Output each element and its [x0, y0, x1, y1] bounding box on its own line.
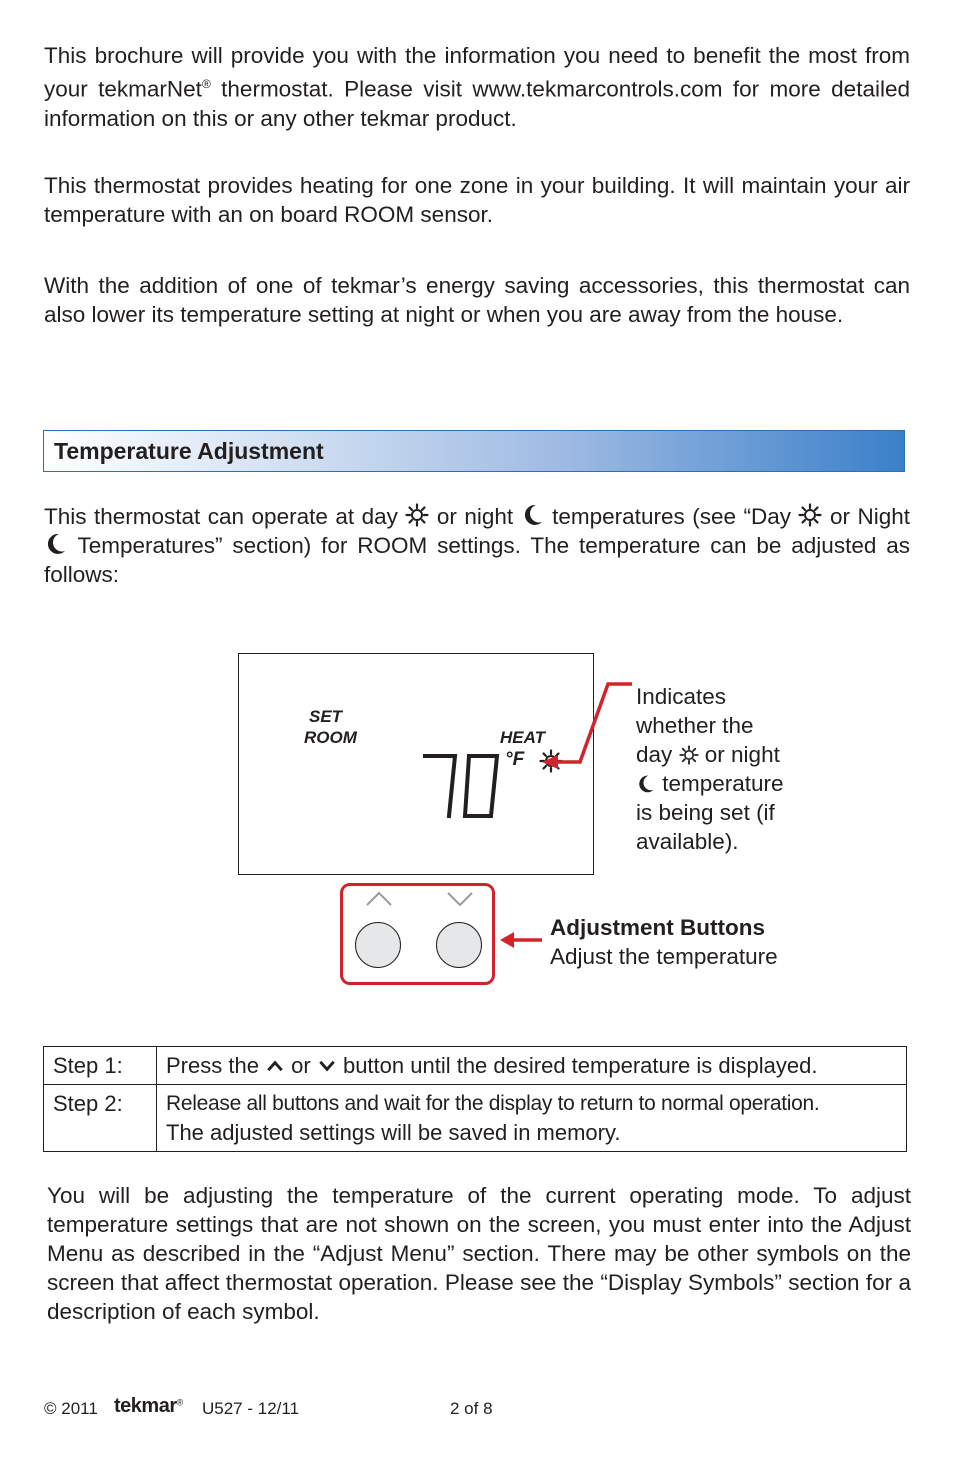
section-intro-text-d: or Night — [829, 504, 910, 529]
step-text-a: Press the — [166, 1053, 266, 1078]
chevron-up-icon — [365, 889, 393, 909]
temperature-digits — [419, 750, 503, 822]
table-row — [44, 1047, 907, 1085]
registered-mark: ® — [201, 77, 211, 91]
up-button[interactable] — [355, 922, 401, 968]
callout-text-temperature: temperature — [656, 771, 784, 796]
brand-name: tekmar — [114, 1395, 177, 1417]
step-label: Step 1: — [44, 1047, 157, 1085]
callout-line — [636, 740, 784, 769]
step-text-b: or — [285, 1053, 317, 1078]
callout-text-night: or night — [698, 742, 780, 767]
buttons-callout-desc: Adjust the temperature — [550, 944, 778, 969]
unit-label: °F — [505, 749, 525, 770]
set-label: SET — [309, 707, 343, 726]
buttons-callout-title: Adjustment Buttons — [550, 915, 765, 940]
table-row — [44, 1085, 907, 1152]
intro-paragraph-3: With the addition of one of tekmar’s energy saving accessories, this thermostat can also lower its temperature setting at night or when you are away from the house. — [44, 273, 910, 327]
section-intro — [44, 502, 910, 589]
steps-table — [43, 1046, 907, 1152]
section-header — [43, 430, 905, 472]
indicator-callout — [636, 682, 784, 856]
section-intro-text-b: or night — [429, 504, 521, 529]
heat-label: HEAT — [500, 728, 546, 747]
callout-line: is being set (if — [636, 800, 775, 825]
footer-copyright: © 2011 — [44, 1399, 98, 1418]
buttons-callout — [550, 913, 778, 971]
room-label: ROOM — [304, 728, 357, 747]
intro-text-1b: thermostat. Please visit www.tekmarcontrols.com for more detailed information on this or any other tekmar product. — [44, 76, 910, 131]
step-text-c: button until the desired temperature is displayed. — [336, 1053, 818, 1078]
step-text-line1: Release all buttons and wait for the display to return to normal operation. — [166, 1092, 820, 1115]
step-text — [157, 1085, 907, 1152]
section-intro-text-a: This thermostat can operate at day — [44, 504, 406, 529]
closing-paragraph: You will be adjusting the temperature of the current operating mode. To adjust temperature settings that are not shown on the screen, you must enter into the Adjust Menu as described in the “Adjust Menu” section. There may be other symbols on the screen that affect thermostat operation. Please see the “Display Symbols” section for a description of each symbol. — [47, 1183, 911, 1324]
intro-text-1a: This brochure will provide you with the information you need to benefit the most from your tekmarNet — [44, 43, 910, 102]
tekmar-logo — [114, 1395, 183, 1418]
step-text-line2: The adjusted settings will be saved in memory. — [166, 1120, 621, 1145]
step-text — [157, 1047, 907, 1085]
sun-icon — [405, 503, 429, 527]
callout-text-day: day — [636, 742, 679, 767]
indicator-arrow — [540, 680, 640, 780]
chevron-down-icon — [446, 889, 474, 909]
callout-line: Indicates — [636, 684, 727, 709]
adjustment-buttons-frame — [340, 883, 495, 985]
buttons-arrow — [498, 928, 544, 952]
section-intro-text-c: temperatures (see “Day — [544, 504, 799, 529]
callout-line: available). — [636, 829, 739, 854]
chevron-up-icon — [265, 1056, 285, 1076]
intro-paragraph-2: This thermostat provides heating for one zone in your building. It will maintain your air temperature with an on board ROOM sensor. — [44, 173, 910, 227]
chevron-down-icon — [317, 1056, 337, 1076]
sun-icon — [679, 745, 699, 765]
moon-icon — [44, 532, 68, 556]
step-label: Step 2: — [44, 1085, 157, 1152]
callout-line: whether the — [636, 713, 754, 738]
footer-page-number: 2 of 8 — [450, 1399, 493, 1418]
moon-icon — [521, 503, 545, 527]
section-title: Temperature Adjustment — [54, 438, 324, 464]
moon-icon — [636, 774, 656, 794]
brand-registered: ® — [176, 1397, 184, 1408]
footer-doc-code: U527 - 12/11 — [202, 1399, 300, 1418]
down-button[interactable] — [436, 922, 482, 968]
sun-icon — [798, 503, 822, 527]
callout-line — [636, 769, 784, 798]
intro-paragraph-1 — [44, 41, 910, 133]
section-intro-text-e: Temperatures” section) for ROOM settings. The temperature can be adjusted as follows: — [44, 533, 910, 587]
